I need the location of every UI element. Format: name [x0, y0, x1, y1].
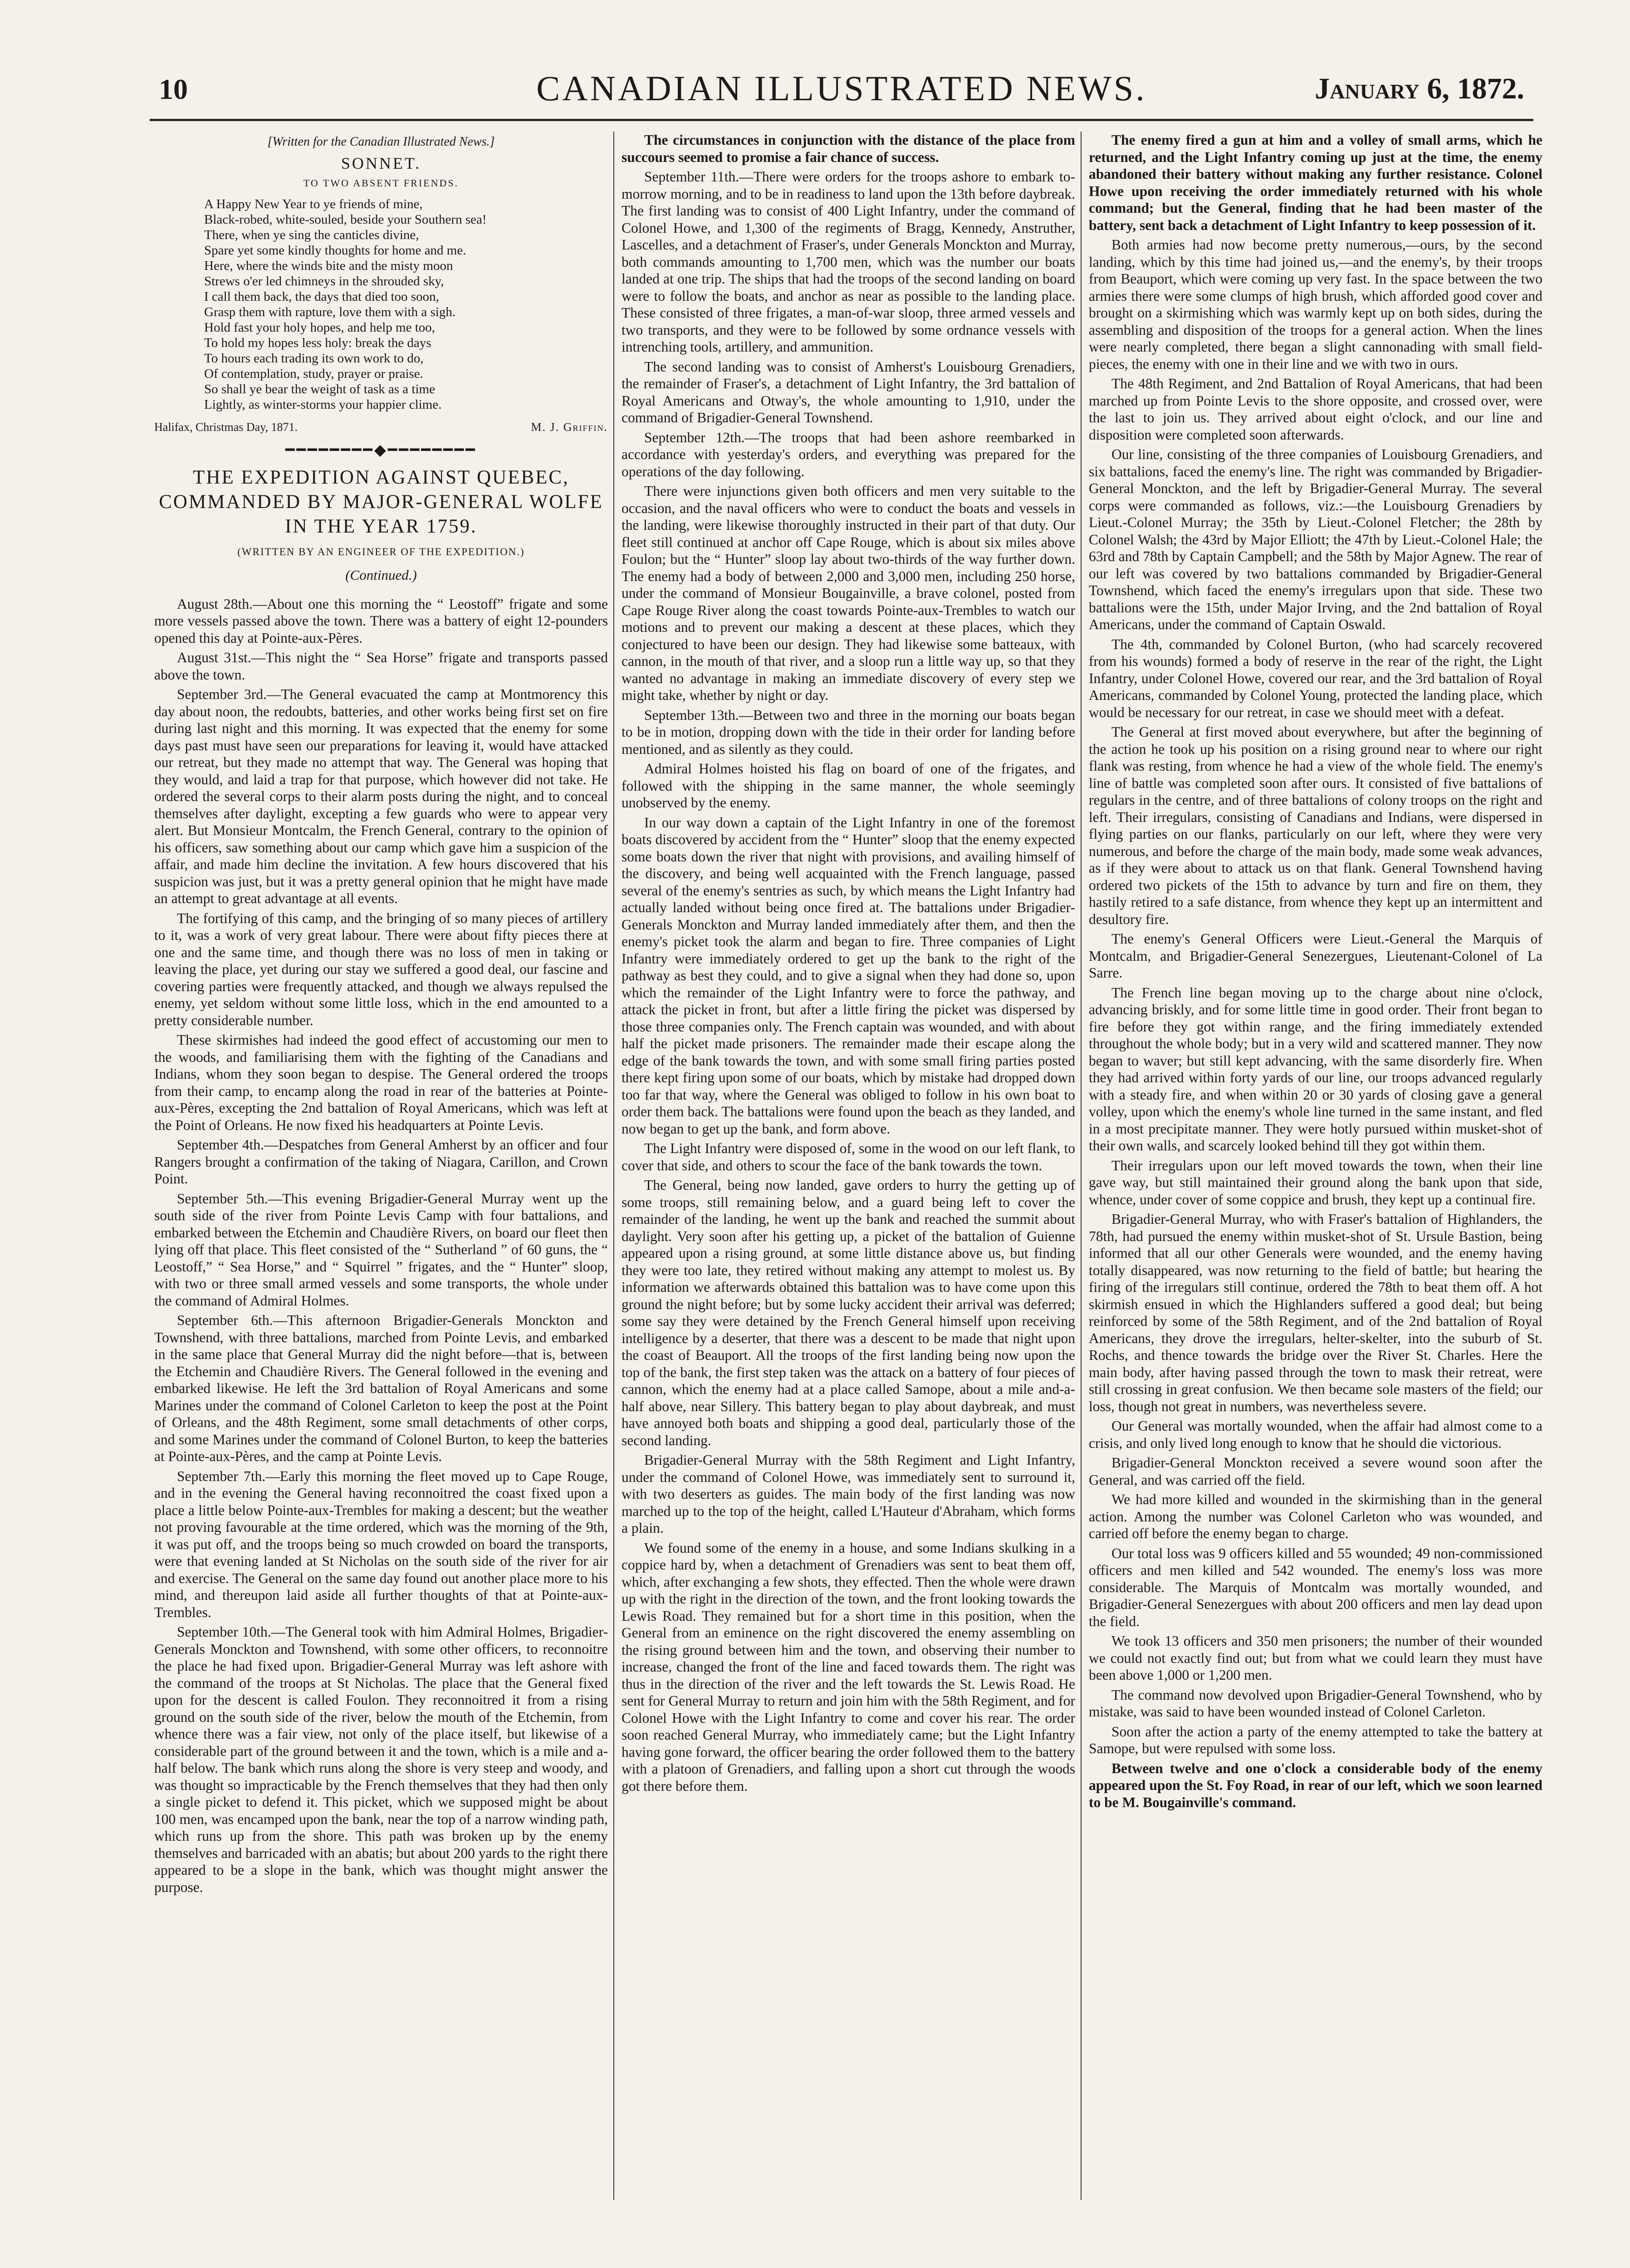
- ornament-divider-icon: ━━━━━━━━◆━━━━━━━━: [285, 442, 477, 459]
- article-paragraph: The fortifying of this camp, and the bringing of so many pieces of artillery to it, was a work of very great labour. There were about fifty pieces there at one and the same time, and though there was no loss of men in taking or leaving the place, yet during our stay we suffered a good deal, our fascine and covering parties were frequently attacked, and though we always repulsed the enemy, yet seldom without some little loss, which in the end amounted to a pretty considerable number.: [154, 910, 608, 1028]
- column-3: [1089, 132, 1542, 1813]
- sonnet-signature: M. J. Griffin.: [531, 420, 608, 434]
- article-paragraph: Our General was mortally wounded, when the affair had almost come to a crisis, and only lived long enough to know that he should die victorious.: [1089, 1418, 1542, 1451]
- article-paragraph: The 48th Regiment, and 2nd Battalion of Royal Americans, that had been marched up from Pointe Levis to the shore opposite, and crossed over, were the last to join us. They arrived about eight o'clock, and our line and disposition were completed soon afterwards.: [1089, 376, 1542, 443]
- verse-line: To hold my hopes less holy: break the days: [204, 335, 431, 350]
- article-paragraph: Our line, consisting of the three companies of Louisbourg Grenadiers, and six battalions, faced the enemy's line. The right was commanded by Brigadier-General Monckton, and the left by Brigadier-General Murray. The several corps were commanded as follows, viz.:—the Louisbourg Grenadiers by Lieut.-Colonel Murray; the 35th by Lieut.-Colonel Fletcher; the 28th by Colonel Walsh; the 43rd by Major Elliott; the 47th by Lieut.-Colonel Hale; the 63rd and 78th by Captain Campbell; and the 58th by Major Agnew. The rear of our left was covered by two battalions commanded by Brigadier-General Townshend, which faced the enemy's irregulars upon that side. These two battalions were the 15th, under Major Irving, and the 2nd battalion of Royal Americans, under the command of Captain Oswald.: [1089, 446, 1542, 632]
- sonnet-place-date: Halifax, Christmas Day, 1871.: [154, 420, 298, 434]
- verse-line: Of contemplation, study, prayer or praise.: [204, 366, 423, 381]
- article-paragraph: The General, being now landed, gave orders to hurry the getting up of some troops, still remaining below, and a guard being left to cover the remainder of the landing, he went up the bank and reached the summit about daylight. Very soon after his getting up, a picket of the battalion of Guienne appeared upon a rising ground, at some little distance above us, but finding they were too late, they retired without making any attempt to molest us. By information we afterwards obtained this battalion was to have come upon this ground the night before; but by some lucky accident their arrival was deferred; some say they were detained by the French General himself upon receiving intelligence by a deserter, that there was a descent to be made that night upon the coast of Beauport. All the troops of the first landing being now upon the top of the bank, the first step taken was the attack on a battery of four pieces of cannon, which the enemy had at a place called Samope, about a mile and-a-half above, near Sillery. This battery began to play about daybreak, and must have annoyed both boats and shipping a good deal, particularly those of the second landing.: [622, 1177, 1075, 1448]
- article-paragraph: We took 13 officers and 350 men prisoners; the number of their wounded we could not exactly find out; but from what we could learn they must have been above 1,000 or 1,200 men.: [1089, 1633, 1542, 1683]
- article-paragraph: Brigadier-General Monckton received a severe wound soon after the General, and was carried off the field.: [1089, 1455, 1542, 1488]
- verse-line: There, when ye sing the canticles divine,: [204, 227, 419, 242]
- article-paragraph: The French line began moving up to the charge about nine o'clock, advancing briskly, and for some little time in good order. Their front began to fire before they got within range, and the firing immediately extended throughout the whole body; but in a very wild and scattered manner. They now began to waver; but still kept advancing, with the same disorderly fire. When they had arrived within forty yards of our line, our troops advanced regularly with a steady fire, and when within 20 or 30 yards of closing gave a general volley, upon which the enemy's whole line turned in the same instant, and fled in a most precipitate manner. They were hotly pursued within musket-shot of their own walls, and scarcely looked behind till they got within them.: [1089, 984, 1542, 1154]
- page-number: 10: [159, 73, 188, 105]
- article-paragraph: The enemy fired a gun at him and a volley of small arms, which he returned, and the Light Infantry coming up just at the time, the enemy abandoned their battery without making any further resistance. Colonel Howe upon receiving the order immediately returned with his whole command; but the General, finding that he had been master of the battery, sent back a detachment of Light Infantry to keep possession of it.: [1089, 132, 1542, 233]
- article-paragraph: The Light Infantry were disposed of, some in the wood on our left flank, to cover that side, and others to scour the face of the bank towards the town.: [622, 1140, 1075, 1173]
- article-paragraph: Soon after the action a party of the enemy attempted to take the battery at Samope, but were repulsed with some loss.: [1089, 1723, 1542, 1756]
- verse-line: To hours each trading its own work to do,: [204, 351, 424, 366]
- article-paragraph: September 13th.—Between two and three in the morning our boats began to be in motion, dropping down with the tide in their order for landing before mentioned, and as silently as they could.: [622, 707, 1075, 757]
- article-paragraph: September 5th.—This evening Brigadier-General Murray went up the south side of the river from Pointe Levis Camp with four battalions, and embarked between the Etchemin and Chaudière Rivers, on board our fleet then lying off that place. This fleet consisted of the “ Sutherland ” of 60 guns, the “ Leostoff,” “ Sea Horse,” and “ Squirrel ” frigates, and the “ Hunter” sloop, with two or three small armed vessels and some transports, the whole under the command of Admiral Holmes.: [154, 1190, 608, 1309]
- article-paragraph: Brigadier-General Murray with the 58th Regiment and Light Infantry, under the command of Colonel Howe, was immediately sent to surround it, with two deserters as guides. The main body of the first landing was now marched up to the top of the height, called L'Hauteur d'Abraham, which forms a plain.: [622, 1452, 1075, 1536]
- article-paragraph: In our way down a captain of the Light Infantry in one of the foremost boats discovered by accident from the “ Hunter” sloop that the enemy expected some boats down the river that night with provisions, and availing himself of the discovery, and being well acquainted with the French language, passed several of the enemy's sentries as such, by which means the Light Infantry had actually landed without being once fired at. The battalions under Brigadier-Generals Monckton and Murray landed immediately after them, and then the enemy's picket took the alarm and began to fire. Three companies of Light Infantry were immediately ordered to get up the bank to the right of the pathway as best they could, and to give a signal when they had done so, upon which the remainder of the Light Infantry were to force the pathway, and attack the picket in front, but after a little firing the picket was dispersed by those three companies only. The French captain was wounded, and with about half the picket made prisoners. The remainder made their escape along the edge of the bank towards the town, and with some small firing parties posted there kept firing upon some of our boats, which by mistake had dropped down too far that way, where the General was obliged to follow in his own boat to order them back. The battalions were found upon the beach as they landed, and now began to get up the bank, and form above.: [622, 814, 1075, 1137]
- article-paragraph: September 6th.—This afternoon Brigadier-Generals Monckton and Townshend, with three battalions, marched from Pointe Levis, and embarked in the same place that General Murray did the night before—that is, between the Etchemin and Chaudière Rivers. The General followed in the evening and embarked likewise. He left the 3rd battalion of Royal Americans and some Marines under the command of Colonel Carleton to keep the post at the Point of Orleans, and the 48th Regiment, some small detachments of other corps, and some Marines under the command of Colonel Burton, to keep the batteries at Pointe-aux-Pères, and the camp at Pointe Levis.: [154, 1312, 608, 1464]
- article-paragraph: Brigadier-General Murray, who with Fraser's battalion of Highlanders, the 78th, had pursued the enemy within musket-shot of St. Ursule Bastion, being informed that all our other Generals were wounded, and the enemy having totally disappeared, was now returning to the field of battle; but hearing the firing of the irregulars still continue, ordered the 78th to beat them off. A hot skirmish ensued in which the Highlanders suffered a good deal; but being reinforced by some of the 58th Regiment, and of the 2nd battalion of Royal Americans, they drove the irregulars, helter-skelter, into the suburb of St. Rochs, and thence towards the bridge over the River St. Charles. Here the main body, after having passed through the town to mask their retreat, were still crossing in great confusion. We then became sole masters of the field; our loss, though not great in numbers, was nevertheless severe.: [1089, 1211, 1542, 1414]
- article-paragraph: The General at first moved about everywhere, but after the beginning of the action he took up his position on a rising ground near to where our right flank was resting, from whence he had a view of the whole field. The enemy's line of battle was completed soon after ours. It consisted of five battalions of regulars in the centre, and of three battalions of colony troops on the right and left. Their irregulars, consisting of Canadians and Indians, were dispersed in flying parties on our flanks, particularly on our left, where they were very numerous, and before the charge of the main body, made some weak advances, as if they were about to attack us on that flank. General Townshend having ordered two pickets of the 15th to advance by turn and fire on them, they hastily retired to a safe distance, from whence they kept up an intermittent and desultory fire.: [1089, 724, 1542, 927]
- article-paragraph: These skirmishes had indeed the good effect of accustoming our men to the woods, and familiarising them with the fighting of the Canadians and Indians, whom they soon began to despise. The General ordered the troops from their camp, to encamp along the road in rear of the batteries at Pointe-aux-Pères, excepting the 2nd battalion of Royal Americans, which was left at the Point of Orleans. He now fixed his headquarters at Pointe Levis.: [154, 1032, 608, 1133]
- verse-line: I call them back, the days that died too soon,: [204, 289, 439, 304]
- article-paragraph: Both armies had now become pretty numerous,—ours, by the second landing, which by this time had joined us,—and the enemy's, by their troops from Beauport, which were coming up very fast. In the space between the two armies there were some clumps of high brush, which afforded good cover and brought on a skirmishing which was warmly kept up on both sides, during the assembling and disposition of the troops for a general action. When the lines were nearly completed, there began a slight cannonading with small field-pieces, the enemy with one in their line and we with two in ours.: [1089, 237, 1542, 372]
- article-paragraph: August 31st.—This night the “ Sea Horse” frigate and transports passed above the town.: [154, 650, 608, 683]
- verse-line: Black-robed, white-souled, beside your Southern sea!: [204, 212, 487, 227]
- article-paragraph: The enemy's General Officers were Lieut.-General the Marquis of Montcalm, and Brigadier-General Senezergues, Lieutenant-Colonel of La Sarre.: [1089, 931, 1542, 981]
- article-paragraph: September 3rd.—The General evacuated the camp at Montmorency this day about noon, the redoubts, batteries, and other works being first set on fire during last night and this morning. It was expected that the enemy for some days past must have seen our preparations for leaving it, would have attacked our retreat, but they made no attempt that way. The General was hoping that they would, and laid a trap for that purpose, which however did not take. He ordered the several corps to their alarm posts during the night, and to conceal themselves after daylight, excepting a few guards who were to appear very alert. But Monsieur Montcalm, the French General, contrary to the opinion of his officers, saw something about our camp which gave him a suspicion of the affair, and made him decline the invitation. A few hours discovered that his suspicion was just, but it was a pretty general opinion that he might have made an attempt to great advantage at all events.: [154, 686, 608, 906]
- verse-line: Lightly, as winter-storms your happier clime.: [204, 397, 442, 412]
- sonnet-dedication: TO TWO ABSENT FRIENDS.: [303, 177, 459, 189]
- masthead: [150, 68, 1533, 118]
- column-2: [622, 132, 1075, 1797]
- article-paragraph: Our total loss was 9 officers killed and 55 wounded; 49 non-commissioned officers and men killed and 542 wounded. The enemy's loss was more considerable. The Marquis of Montcalm was mortally wounded, and Brigadier-General Senezergues with about 200 officers and men lay dead upon the field.: [1089, 1545, 1542, 1629]
- article-paragraph: Admiral Holmes hoisted his flag on board of one of the frigates, and followed with the shipping in the same manner, the whole seemingly unobserved by the enemy.: [622, 761, 1075, 811]
- article-paragraph: The 4th, commanded by Colonel Burton, (who had scarcely recovered from his wounds) formed a body of reserve in the rear of the right, the Light Infantry, under Colonel Howe, covered our rear, and the 3rd battalion of Royal Americans, commanded by Colonel Young, protected the landing place, which would be necessary for our retreat, in case we should meet with a defeat.: [1089, 636, 1542, 720]
- article-paragraph: We found some of the enemy in a house, and some Indians skulking in a coppice hard by, when a detachment of Grenadiers was sent to beat them off, which, after exchanging a few shots, they effected. Then the whole were drawn up with the right in the direction of the town, and the front looking towards the Lewis Road. They remained but for a short time in this position, when the General from an eminence on the right discovered the enemy assembling on the rising ground between him and the town, and observing their number to increase, changed the front of the line and faced towards them. The right was thus in the direction of the river and the left towards the St. Lewis Road. He sent for General Murray to return and join him with the 58th Regiment, and for Colonel Howe with the Light Infantry to come and cover his rear. The order soon reached General Murray, who immediately came; but the Light Infantry having gone forward, the officer bearing the order followed them to the battery with a platoon of Grenadiers, and falling upon a short cut through the woods got there before them.: [622, 1540, 1075, 1794]
- sonnet-verse: [154, 196, 608, 412]
- issue-date: January 6, 1872.: [1315, 72, 1524, 105]
- article-headline: THE EXPEDITION AGAINST QUEBEC, COMMANDED BY MAJOR-GENERAL WOLFE IN THE YEAR 1759.: [159, 466, 603, 537]
- masthead-rule: [150, 119, 1533, 121]
- sonnet-title: SONNET.: [341, 154, 421, 172]
- article-paragraph: September 12th.—The troops that had been ashore reembarked in accordance with yesterday's orders, and everything was prepared for the operations of the day following.: [622, 429, 1075, 479]
- article-paragraph: September 10th.—The General took with him Admiral Holmes, Brigadier-Generals Monckton and Townshend, with some other officers, to reconnoitre the place he had fixed upon. Brigadier-General Murray was left ashore with the command of the troops at St Nicholas. The place that the General fixed upon for the descent is called Foulon. They reconnoitred it from a rising ground on the south side of the river, below the mouth of the Etchemin, from whence there was a fair view, not only of the place itself, but likewise of a considerable part of the ground between it and the town, which is a mile and a-half below. The bank which runs along the shore is very steep and woody, and was thought so impracticable by the French themselves that they had then only a single picket to defend it. This picket, which we supposed might be about 100 men, was encamped upon the bank, near the top of a narrow winding path, which runs up from the shore. This path was broken up by the enemy themselves and barricaded with an abatis; but about 200 yards to the right there appeared to be a slope in the bank, which was thought might answer the purpose.: [154, 1624, 608, 1895]
- newspaper-title: CANADIAN ILLUSTRATED NEWS.: [536, 68, 1147, 108]
- verse-line: So shall ye bear the weight of task as a time: [204, 381, 435, 396]
- article-paragraph: September 11th.—There were orders for the troops ashore to embark to-morrow morning, and to be in readiness to land upon the 13th before daybreak. The first landing was to consist of 400 Light Infantry, under the command of Colonel Howe, and 1,300 of the regiments of Bragg, Kennedy, Anstruther, Lascelles, and a detachment of Fraser's, under Generals Monckton and Murray, both commands amounting to 1,700 men, which was the number our boats landed at one trip. The ships that had the troops of the second landing on board were to follow the boats, and anchor as near as possible to the landing place. These consisted of three frigates, a man-of-war sloop, three armed vessels and two transports, and they were to be followed by some ordnance vessels with intrenching tools, artillery, and ammunition.: [622, 169, 1075, 355]
- column-divider: [1081, 132, 1082, 2200]
- verse-line: Hold fast your holy hopes, and help me too,: [204, 320, 436, 335]
- continued-label: (Continued.): [345, 567, 417, 583]
- verse-line: Strews o'er led chimneys in the shrouded sky,: [204, 274, 444, 288]
- article-paragraph: The second landing was to consist of Amherst's Louisbourg Grenadiers, the remainder of Fraser's, a detachment of Light Infantry, the 3rd battalion of Royal Americans and Otway's, the whole amounting to 1,910, under the command of Brigadier-General Townshend.: [622, 358, 1075, 425]
- verse-line: Here, where the winds bite and the misty moon: [204, 258, 453, 273]
- verse-line: Grasp them with rapture, love them with a sigh.: [204, 304, 456, 319]
- column-1: [154, 132, 608, 1898]
- sonnet-credit: [Written for the Canadian Illustrated News.]: [267, 135, 495, 149]
- sonnet-signoff: [154, 419, 608, 436]
- column-divider: [613, 132, 614, 2200]
- article-paragraph: There were injunctions given both officers and men very suitable to the occasion, and the naval officers who were to conduct the boats and vessels in the landing, were likewise thoroughly instructed in their part of that duty. Our fleet still continued at anchor off Cape Rouge, which is about six miles above Foulon; but the “ Hunter” sloop lay about two-thirds of the way further down. The enemy had a body of between 2,000 and 3,000 men, including 250 horse, under the command of Monsieur Bougainville, a brave colonel, posted from Cape Rouge River along the coast towards Pointe-aux-Trembles to watch our motions and to prevent our making a descent at these places, which they conjectured to have been our design. They had likewise some batteaux, with cannon, in the mouth of that river, and a sloop run a little way up, so that they wanted no advantage in making an immediate discovery of every step we might take, whether by night or day.: [622, 483, 1075, 703]
- article-paragraph: Their irregulars upon our left moved towards the town, when their line gave way, but still maintained their ground along the bank upon that side, whence, under cover of some coppice and brush, they kept up a continual fire.: [1089, 1157, 1542, 1207]
- verse-line: Spare yet some kindly thoughts for home and me.: [204, 243, 466, 258]
- article-paragraph: August 28th.—About one this morning the “ Leostoff” frigate and some more vessels passed above the town. There was a battery of eight 12-pounders opened this day at Pointe-aux-Pères.: [154, 596, 608, 646]
- article-paragraph: We had more killed and wounded in the skirmishing than in the general action. Among the number was Colonel Carleton who was wounded, and carried off before the enemy began to charge.: [1089, 1491, 1542, 1541]
- article-paragraph: The command now devolved upon Brigadier-General Townshend, who by mistake, was said to have been wounded instead of Colonel Carleton.: [1089, 1686, 1542, 1720]
- article-paragraph: September 7th.—Early this morning the fleet moved up to Cape Rouge, and in the evening the General having reconnoitred the coast fixed upon a place a little below Pointe-aux-Trembles for making a descent; but the weather not proving favourable at the time ordered, which was the morning of the 9th, it was put off, and the troops being so much crowded on board the transports, were that evening landed at St Nicholas on the south side of the river for air and exercise. The General on the same day found out another place more to his mind, and thereupon laid aside all further thoughts of that at Pointe-aux-Trembles.: [154, 1468, 608, 1620]
- verse-line: A Happy New Year to ye friends of mine,: [204, 196, 423, 211]
- article-paragraph: The circumstances in conjunction with the distance of the place from succours seemed to promise a fair chance of success.: [622, 132, 1075, 165]
- article-byline: (WRITTEN BY AN ENGINEER OF THE EXPEDITION.): [237, 546, 525, 557]
- article-paragraph: Between twelve and one o'clock a considerable body of the enemy appeared upon the St. Foy Road, in rear of our left, which we soon learned to be M. Bougainville's command.: [1089, 1760, 1542, 1810]
- article-paragraph: September 4th.—Despatches from General Amherst by an officer and four Rangers brought a confirmation of the taking of Niagara, Carillon, and Crown Point.: [154, 1137, 608, 1187]
